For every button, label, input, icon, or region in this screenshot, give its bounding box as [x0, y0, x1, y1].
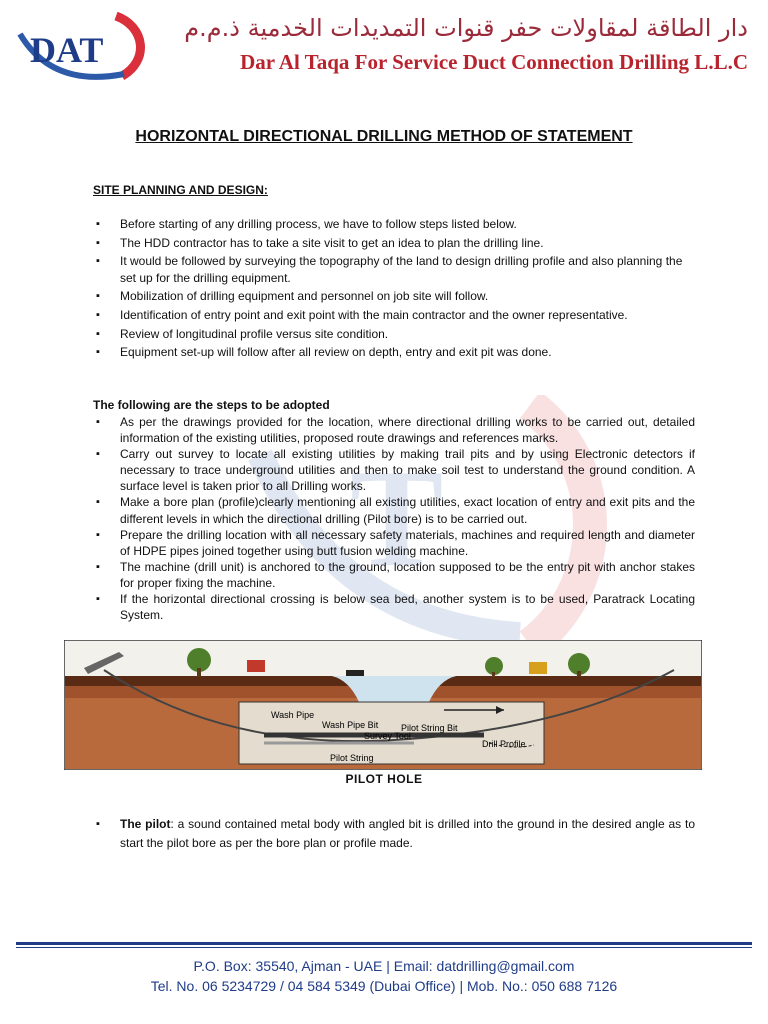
list-item: ▪ As per the drawings provided for the location, where directional drilling works to be carried out, detailed information of the existing utilities, proposed route drawings and references marks.	[93, 414, 695, 446]
logo-text: DAT	[30, 30, 104, 70]
label-wash-pipe: Wash Pipe	[271, 710, 315, 720]
footer-phone: Tel. No. 06 5234729 / 04 584 5349 (Dubai Office) | Mob. No.: 050 688 7126	[150, 978, 618, 994]
list-item: ▪ Identification of entry point and exit point with the main contractor and the owner representative.	[93, 307, 695, 323]
list-item: ▪ It would be followed by surveying the topography of the land to design drilling profile and also planning the set up for the drilling equipment.	[93, 253, 695, 286]
label-drill-profile: Drill Profile	[482, 739, 526, 749]
footer-divider	[16, 942, 752, 945]
label-wash-pipe-bit: Wash Pipe Bit	[322, 720, 379, 730]
svg-text:T: T	[350, 441, 444, 596]
label-pilot-string: Pilot String	[330, 753, 374, 763]
steps-list	[93, 414, 695, 623]
pilot-hole-diagram	[64, 640, 702, 770]
pilot-list	[93, 815, 695, 853]
ship-icon	[346, 670, 364, 676]
company-name-english: Dar Al Taqa For Service Duct Connection Drilling L.L.C	[240, 50, 748, 74]
steps-heading: The following are the steps to be adopted	[93, 398, 330, 412]
list-item: ▪ Equipment set-up will follow after all review on depth, entry and exit pit was done.	[93, 344, 695, 360]
label-pilot-string-bit: Pilot String Bit	[401, 723, 458, 733]
list-item: ▪ Mobilization of drilling equipment and personnel on job site will follow.	[93, 288, 695, 304]
list-item: ▪ The machine (drill unit) is anchored to the ground, location supposed to be the entry pit with anchor stakes for proper fixing the machine.	[93, 559, 695, 591]
label-survey-tool: Survey Tool	[364, 731, 411, 741]
list-item: ▪ Prepare the drilling location with all necessary safety materials, machines and required length and diameter of HDPE pipes joined together using butt fusion welding machine.	[93, 527, 695, 559]
site-planning-list	[93, 216, 695, 363]
footer-address-email: P.O. Box: 35540, Ajman - UAE | Email: datdrilling@gmail.com	[193, 958, 575, 974]
list-item: ▪ Review of longitudinal profile versus site condition.	[93, 326, 695, 342]
pilot-text: : a sound contained metal body with angled bit is drilled into the ground in the desired angle as to start the pilot bore as per the bore plan or profile made.	[120, 817, 695, 850]
pilot-term: The pilot	[120, 817, 171, 831]
list-item: ▪ Make a bore plan (profile)clearly mentioning all existing utilities, exact location of entry and exit pits and the different levels in which the directional drilling (Pilot bore) is to be carried out.	[93, 494, 695, 526]
site-planning-heading: SITE PLANNING AND DESIGN:	[93, 183, 268, 197]
truck-icon	[529, 662, 547, 674]
document-title: HORIZONTAL DIRECTIONAL DRILLING METHOD OF STATEMENT	[135, 128, 633, 145]
figure-caption: PILOT HOLE	[345, 772, 423, 786]
company-logo	[12, 8, 152, 86]
list-item: ▪ If the horizontal directional crossing is below sea bed, another system is to be used, Paratrack Locating System.	[93, 591, 695, 623]
letterhead	[0, 0, 768, 92]
list-item: ▪ Before starting of any drilling process, we have to follow steps listed below.	[93, 216, 695, 232]
truck-icon	[247, 660, 265, 672]
list-item: ▪ The HDD contractor has to take a site visit to get an idea to plan the drilling line.	[93, 235, 695, 251]
company-name-arabic: دار الطاقة لمقاولات حفر قنوات التمديدات الخدمية ذ.م.م	[184, 14, 748, 42]
list-item: ▪ Carry out survey to locate all existing utilities by making trail pits and by using Electronic detectors if necessary to trace underground utilities and then to make soil test to understand the ground condition. A surface level is taken prior to all Drilling works.	[93, 446, 695, 494]
footer-divider	[16, 947, 752, 948]
list-item	[93, 815, 695, 853]
